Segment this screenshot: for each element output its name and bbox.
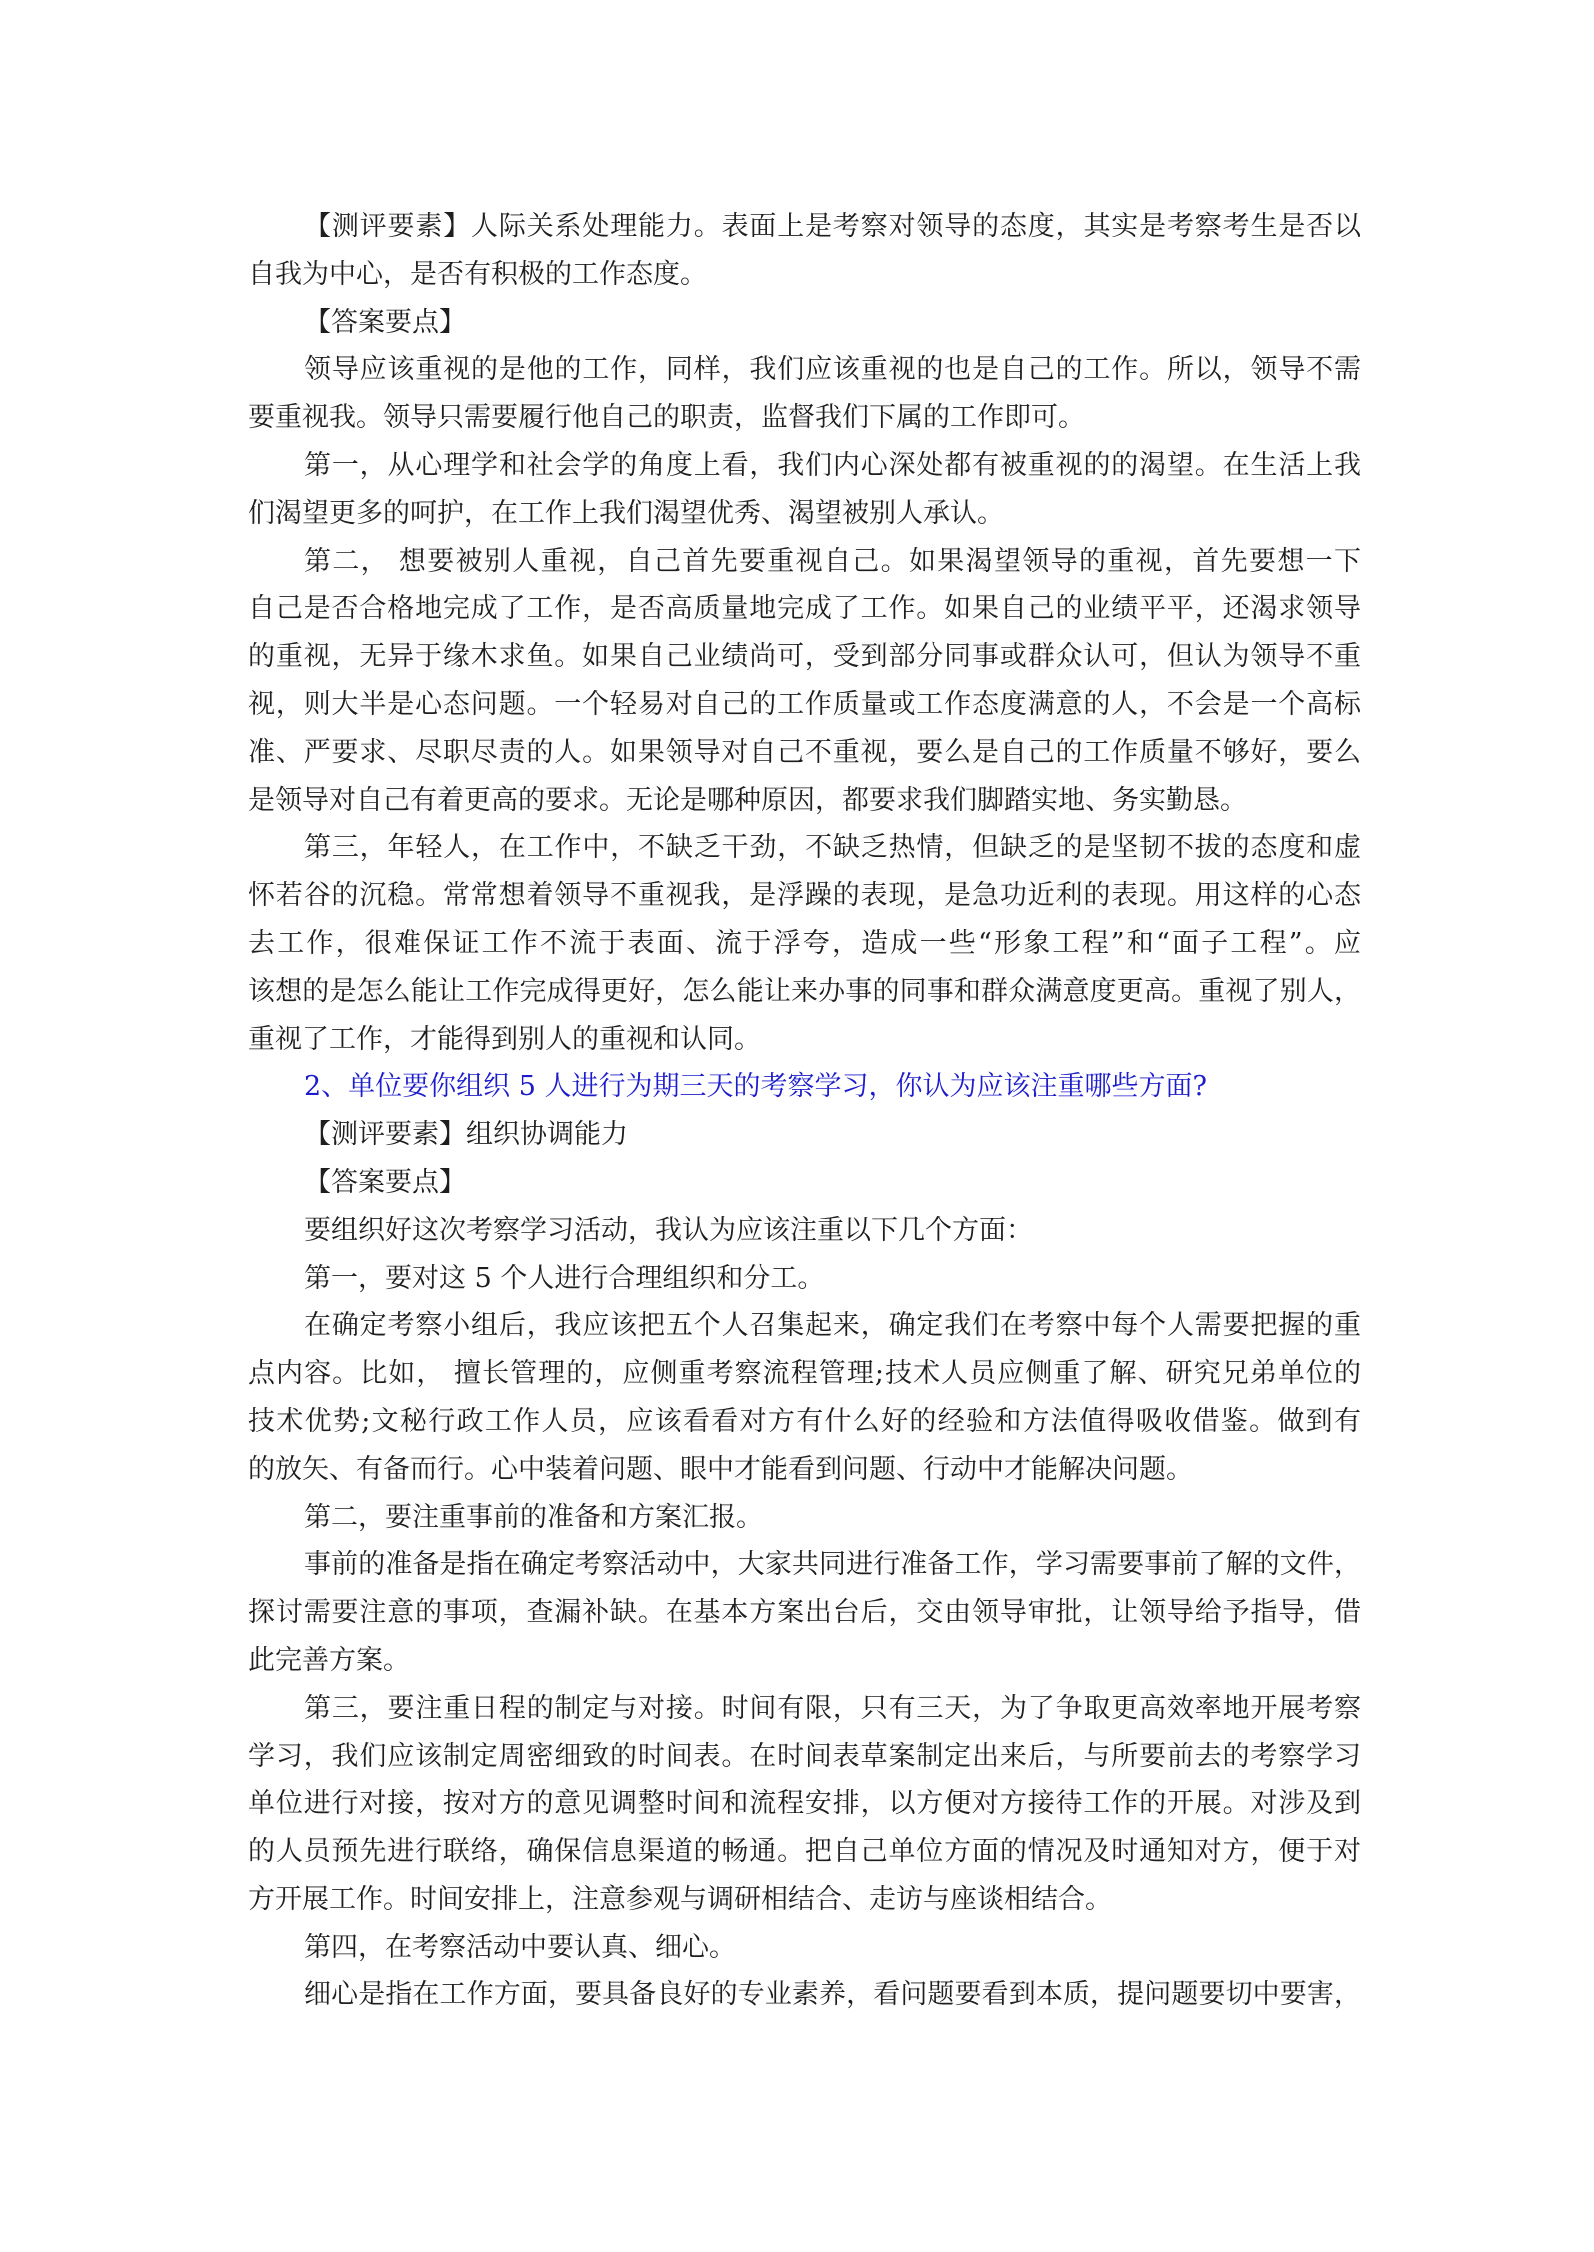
text-line: 们渴望更多的呵护，在工作上我们渴望优秀、渴望被别人承认。 [248,497,1004,529]
text-line: 2、单位要你组织 5 人进行为期三天的考察学习，你认为应该注重哪些方面? [304,1071,1207,1103]
text-line: 第三，年轻人，在工作中，不缺乏干劲，不缺乏热情，但缺乏的是坚韧不拔的态度和虚 [304,832,1361,864]
text-line: 【答案要点】 [304,1166,466,1198]
paragraph [248,442,1361,538]
paragraph [248,538,1361,825]
text-line: 视，则大半是心态问题。一个轻易对自己的工作质量或工作态度满意的人，不会是一个高标 [248,688,1361,720]
paragraph [248,824,1361,1063]
paragraph [248,1685,1361,1924]
paragraph [248,346,1361,442]
text-line: 要重视我。领导只需要履行他自己的职责，监督我们下属的工作即可。 [248,402,1085,434]
text-line: 第三，要注重日程的制定与对接。时间有限，只有三天，为了争取更高效率地开展考察 [304,1692,1361,1724]
paragraph [248,1302,1361,1493]
text-line: 【答案要点】 [304,306,466,338]
text-line: 去工作，很难保证工作不流于表面、流于浮夸，造成一些“形象工程”和“面子工程”。应 [248,927,1361,959]
text-line: 事前的准备是指在确定考察活动中，大家共同进行准备工作，学习需要事前了解的文件， [304,1549,1361,1581]
paragraph [248,203,1361,299]
text-line: 技术优势;文秘行政工作人员，应该看看对方有什么好的经验和方法值得吸收借鉴。做到有 [248,1405,1361,1437]
text-line: 此完善方案。 [248,1644,410,1676]
text-line: 【测评要素】组织协调能力 [304,1119,628,1151]
text-line: 探讨需要注意的事项，查漏补缺。在基本方案出台后，交由领导审批，让领导给予指导，借 [248,1597,1361,1629]
text-line: 第二，要注重事前的准备和方案汇报。 [304,1501,763,1533]
paragraph [248,299,1361,347]
question-heading [248,1063,1361,1111]
text-line: 学习，我们应该制定周密细致的时间表。在时间表草案制定出来后，与所要前去的考察学习 [248,1740,1361,1772]
text-line: 第一，要对这 5 个人进行合理组织和分工。 [304,1262,825,1294]
text-line: 重视了工作，才能得到别人的重视和认同。 [248,1023,761,1055]
paragraph [248,1255,1361,1303]
text-line: 领导应该重视的是他的工作，同样，我们应该重视的也是自己的工作。所以，领导不需 [304,354,1361,386]
text-line: 的重视，无异于缘木求鱼。如果自己业绩尚可，受到部分同事或群众认可，但认为领导不重 [248,641,1361,673]
text-line: 单位进行对接，按对方的意见调整时间和流程安排，以方便对方接待工作的开展。对涉及到 [248,1788,1361,1820]
text-line: 准、严要求、尽职尽责的人。如果领导对自己不重视，要么是自己的工作质量不够好，要么 [248,736,1361,768]
text-line: 自己是否合格地完成了工作，是否高质量地完成了工作。如果自己的业绩平平，还渴求领导 [248,593,1361,625]
text-line: 方开展工作。时间安排上，注意参观与调研相结合、走访与座谈相结合。 [248,1883,1112,1915]
text-line: 的人员预先进行联络，确保信息渠道的畅通。把自己单位方面的情况及时通知对方，便于对 [248,1836,1361,1868]
text-line: 【测评要素】人际关系处理能力。表面上是考察对领导的态度，其实是考察考生是否以 [304,211,1361,242]
text-line: 自我为中心，是否有积极的工作态度。 [248,258,707,290]
text-line: 点内容。比如， 擅长管理的，应侧重考察流程管理;技术人员应侧重了解、研究兄弟单位的 [248,1358,1361,1390]
paragraph [248,1924,1361,1972]
document-body [248,203,1361,2019]
text-line: 是领导对自己有着更高的要求。无论是哪种原因，都要求我们脚踏实地、务实勤恳。 [248,784,1247,816]
text-line: 该想的是怎么能让工作完成得更好，怎么能让来办事的同事和群众满意度更高。重视了别人， [248,975,1361,1007]
text-line: 的放矢、有备而行。心中装着问题、眼中才能看到问题、行动中才能解决问题。 [248,1453,1193,1485]
text-line: 第二， 想要被别人重视，自己首先要重视自己。如果渴望领导的重视，首先要想一下 [304,545,1361,577]
paragraph [248,1159,1361,1207]
text-line: 第四，在考察活动中要认真、细心。 [304,1931,736,1963]
text-line: 要组织好这次考察学习活动，我认为应该注重以下几个方面： [304,1214,1033,1246]
text-line: 在确定考察小组后，我应该把五个人召集起来，确定我们在考察中每个人需要把握的重 [304,1310,1361,1342]
text-line: 第一，从心理学和社会学的角度上看，我们内心深处都有被重视的的渴望。在生活上我 [304,449,1361,481]
paragraph [248,1971,1361,2019]
paragraph [248,1207,1361,1255]
text-line: 怀若谷的沉稳。常常想着领导不重视我，是浮躁的表现，是急功近利的表现。用这样的心态 [248,880,1361,912]
paragraph [248,1494,1361,1542]
paragraph [248,1541,1361,1684]
paragraph [248,1111,1361,1159]
text-line: 细心是指在工作方面，要具备良好的专业素养，看问题要看到本质，提问题要切中要害， [304,1979,1361,2011]
